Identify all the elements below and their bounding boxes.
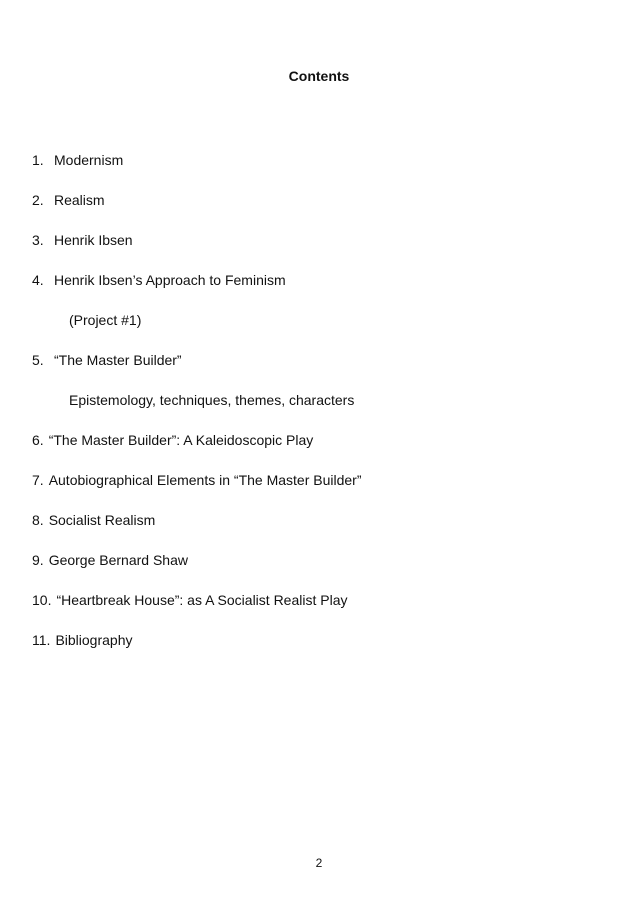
- toc-entry-number: 11.: [32, 632, 51, 648]
- toc-entry-number: 7.: [32, 472, 44, 488]
- table-of-contents: [32, 150, 612, 670]
- toc-entry-3: [32, 230, 612, 270]
- toc-entry-title: Henrik Ibsen: [54, 232, 133, 248]
- toc-entry-5: [32, 350, 612, 390]
- toc-entry-number: 3.: [32, 232, 44, 248]
- toc-entry-1: [32, 150, 612, 190]
- toc-entry-subtitle: Epistemology, techniques, themes, characters: [69, 392, 355, 408]
- toc-entry-number: 6.: [32, 432, 44, 448]
- toc-entry-number: 1.: [32, 152, 44, 168]
- toc-entry-title: Bibliography: [55, 632, 133, 648]
- toc-entry-title: “Heartbreak House”: as A Socialist Realist Play: [56, 592, 348, 608]
- toc-entry-subtitle: (Project #1): [69, 312, 142, 328]
- toc-entry-title: George Bernard Shaw: [48, 552, 188, 568]
- toc-entry-4: [32, 270, 612, 310]
- toc-entry-7: [32, 470, 612, 510]
- toc-entry-number: 5.: [32, 352, 44, 368]
- toc-entry-number: 4.: [32, 272, 44, 288]
- toc-entry-title: Modernism: [54, 152, 124, 168]
- page-number: 2: [315, 856, 323, 870]
- toc-entry-6: [32, 430, 612, 470]
- toc-entry-9: [32, 550, 612, 590]
- toc-entry-8: [32, 510, 612, 550]
- toc-entry-number: 2.: [32, 192, 44, 208]
- toc-entry-5-subtitle: [32, 390, 612, 430]
- toc-entry-title: “The Master Builder”: A Kaleidoscopic Play: [48, 432, 314, 448]
- toc-entry-title: Henrik Ibsen’s Approach to Feminism: [54, 272, 286, 288]
- toc-entry-title: Autobiographical Elements in “The Master Builder”: [48, 472, 362, 488]
- toc-entry-title: “The Master Builder”: [54, 352, 182, 368]
- toc-entry-10: [32, 590, 612, 630]
- toc-entry-title: Realism: [54, 192, 105, 208]
- page-title: Contents: [288, 68, 350, 84]
- toc-entry-number: 9.: [32, 552, 44, 568]
- toc-entry-2: [32, 190, 612, 230]
- toc-entry-11: [32, 630, 612, 670]
- toc-entry-number: 8.: [32, 512, 44, 528]
- toc-entry-number: 10.: [32, 592, 52, 608]
- toc-entry-title: Socialist Realism: [48, 512, 156, 528]
- toc-entry-4-subtitle: [32, 310, 612, 350]
